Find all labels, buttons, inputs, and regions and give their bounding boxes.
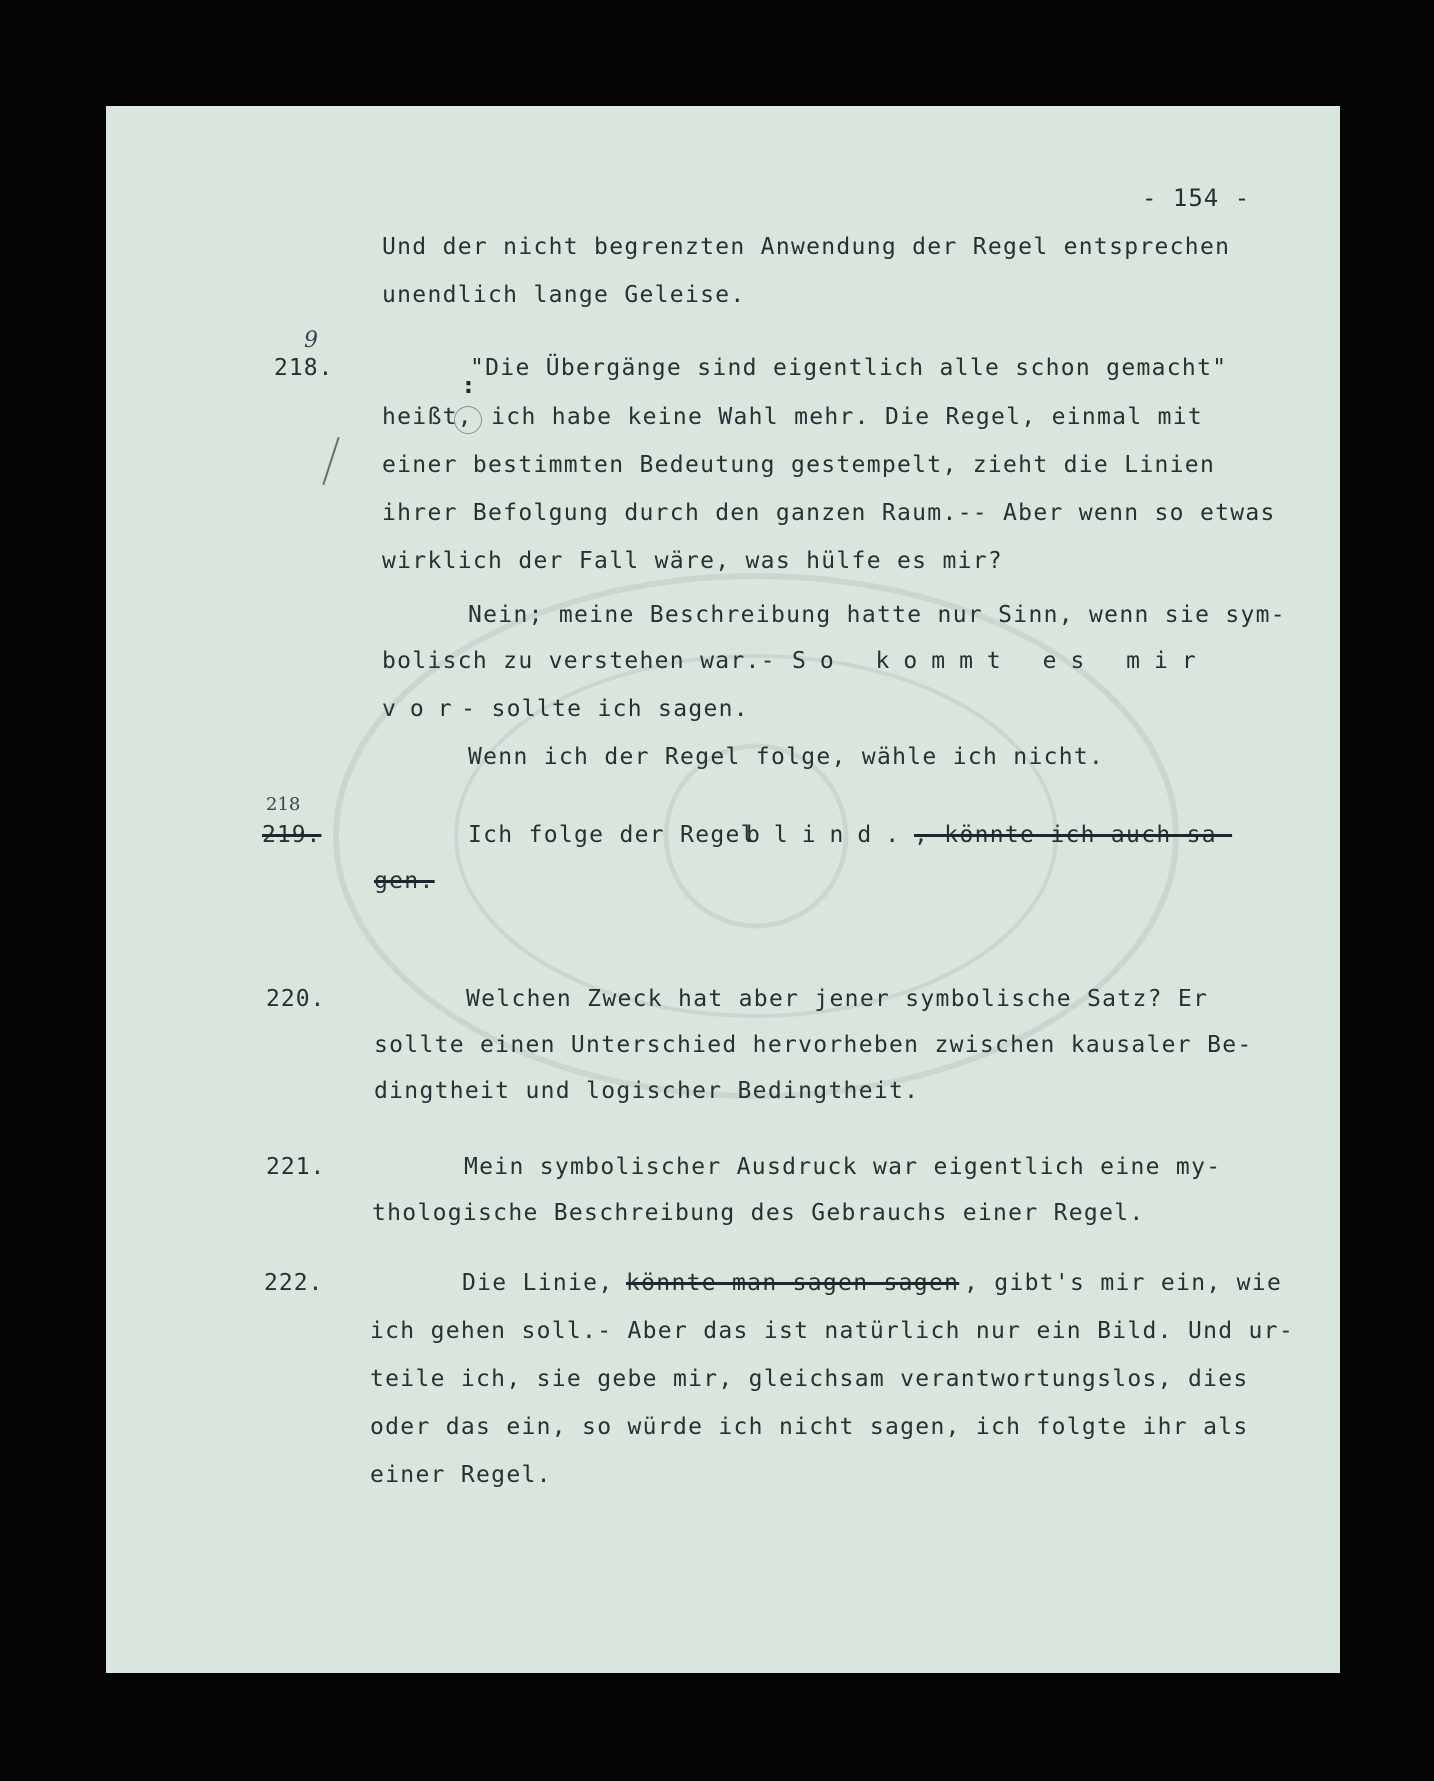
struck-text: gen. [374, 868, 435, 894]
text-line: ich gehen soll.- Aber das ist natürlich nur ein Bild. Und ur- [370, 1318, 1294, 1344]
text-line: unendlich lange Geleise. [382, 282, 746, 308]
text-line: teile ich, sie gebe mir, gleichsam verantwortungslos, dies [370, 1366, 1249, 1392]
text-line: thologische Beschreibung des Gebrauchs einer Regel. [372, 1200, 1145, 1226]
text-line: Ich folge der Regel [468, 822, 771, 848]
text-line: Wenn ich der Regel folge, wähle ich nicht. [468, 744, 1105, 770]
struck-remark-number: 219. [262, 822, 322, 848]
remark-number-222: 222. [264, 1270, 324, 1296]
text-line: Und der nicht begrenzten Anwendung der Regel entsprechen [382, 234, 1231, 260]
text-line: Mein symbolischer Ausdruck war eigentlich eine my- [464, 1154, 1222, 1180]
text-line: ich habe keine Wahl mehr. Die Regel, einmal mit [476, 404, 1204, 430]
text-line: Welchen Zweck hat aber jener symbolische Satz? Er [466, 986, 1209, 1012]
remark-number-218: 218. [274, 355, 334, 381]
typescript-page [106, 106, 1340, 1673]
handwritten-correction-218: 218 [266, 794, 301, 815]
text-line: "Die Übergänge sind eigentlich alle schon gemacht" [470, 355, 1228, 381]
spaced-emphasis-text: vor [382, 696, 466, 722]
text-line: ihrer Befolgung durch den ganzen Raum.-- Aber wenn so etwas [382, 500, 1276, 526]
pencil-margin-stroke [322, 437, 339, 485]
text-line: heißt, [382, 404, 473, 430]
text-line: sollte einen Unterschied hervorheben zwischen kausaler Be- [374, 1032, 1253, 1058]
page-number: - 154 - [1142, 184, 1251, 212]
text-line: bolisch zu verstehen war.- [382, 648, 791, 674]
text-line: einer bestimmten Bedeutung gestempelt, zieht die Linien [382, 452, 1216, 478]
text-line: - sollte ich sagen. [446, 696, 749, 722]
struck-text: , könnte ich auch sa- [914, 822, 1233, 848]
remark-number-221: 221. [266, 1154, 326, 1180]
spaced-emphasis-text: blind. [746, 822, 914, 848]
text-line: Die Linie, [462, 1270, 629, 1296]
text-line: dingtheit und logischer Bedingtheit. [374, 1078, 920, 1104]
text-line: einer Regel. [370, 1462, 552, 1488]
handwritten-correction-9: 9 [304, 328, 318, 353]
text-line: , gibt's mir ein, wie [964, 1270, 1283, 1296]
text-line: Nein; meine Beschreibung hatte nur Sinn, wenn sie sym- [468, 602, 1286, 628]
text-line: oder das ein, so würde ich nicht sagen, ich folgte ihr als [370, 1414, 1249, 1440]
handwritten-colon-mark: : [464, 374, 473, 399]
spaced-emphasis-text: So kommt es mir [792, 648, 1210, 674]
struck-text: könnte man sagen sagen [626, 1270, 960, 1296]
text-line: wirklich der Fall wäre, was hülfe es mir? [382, 548, 1004, 574]
remark-number-220: 220. [266, 986, 326, 1012]
